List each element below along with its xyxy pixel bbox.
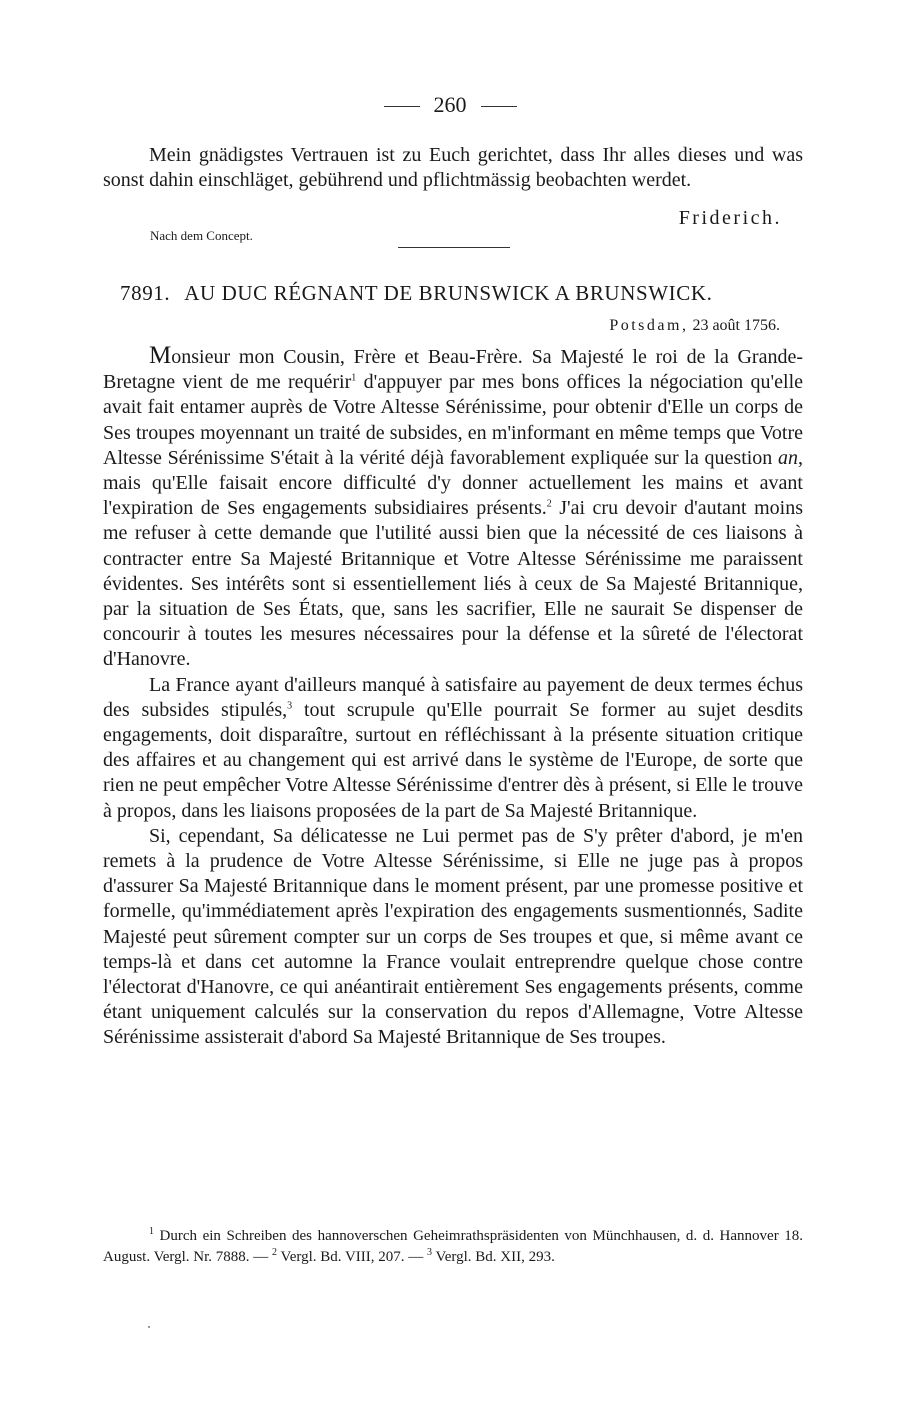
footnote-ref-2: 2: [546, 498, 552, 510]
paragraph-1-text-b: d'appuyer par mes bons offices la négociation qu'elle avait fait entamer auprès de Votre Altesse Sérénissime, pour obtenir d'Elle un corps de Ses troupes moyennant un traité de subsides, en m'informant en même temps que Votre Altesse Sérénissime S'était à la vérité déjà favorablement expliquée sur la question: [103, 371, 803, 469]
footnote-ref-1: 1: [351, 372, 357, 384]
footnote-number-2: 2: [272, 1247, 278, 1258]
latin-term: an: [778, 446, 798, 469]
page-number: 260: [433, 92, 467, 117]
paragraph-2-text-a: La France ayant d'ailleurs manqué à satisfaire au payement de deux termes échus des subsides stipulés,: [103, 673, 803, 721]
section-divider: [398, 247, 510, 248]
header-dash-right: [481, 106, 517, 107]
letter-paragraph-3: Si, cependant, Sa délicatesse ne Lui permet pas de S'y prêter d'abord, je m'en remets à la prudence de Votre Altesse Sérénissime, si Elle ne juge pas à propos d'assurer Sa Majesté Britannique dans le moment présent, par une promesse positive et formelle, qu'immédiatement après l'expiration des engagements susmentionnés, Sadite Majesté peut sûrement compter sur un corps de Ses troupes et que, si même avant ce temps-là et dans cet automne la France voulait entreprendre quelque chose contre l'électorat d'Hanovre, ce qui anéantirait entièrement Ses engagements présents, comme étant uniquement calculés sur la conservation du repos d'Allemagne, Votre Altesse Sérénissime assisterait d'abord Sa Majesté Britannique de Ses troupes.: [103, 824, 803, 1049]
carryover-paragraph-block: [103, 143, 803, 193]
dateline-place: Potsdam,: [609, 317, 689, 334]
source-note: Nach dem Concept.: [150, 228, 253, 243]
letter-number: 7891.: [120, 281, 171, 305]
paragraph-2-text-b: tout scrupule qu'Elle pourrait Se former au sujet desdits engagements, doit disparaître, surtout en réfléchissant à la présente situation critique des affaires et au changement qui est arrivé dans le système de l'Europe, de sorte que rien ne peut empêcher Votre Altesse Sérénissime d'entrer dès à présent, si Elle le trouve à propos, dans les liaisons proposées de la part de Sa Majesté Britannique.: [103, 698, 804, 822]
letter-addressee: AU DUC RÉGNANT DE BRUNSWICK A BRUNSWICK.: [184, 281, 713, 305]
footnote-number-3: 3: [427, 1247, 433, 1258]
dateline: [609, 317, 780, 335]
page-header: [0, 92, 900, 118]
footnotes: [103, 1226, 803, 1268]
header-dash-left: [384, 106, 420, 107]
paragraph-1-text-c: , mais qu'Elle faisait encore difficulté d'y donner actuellement les mains et avant l'expiration de Ses engagements subsidiaires présents.: [103, 446, 803, 520]
footnote-number-1: 1: [149, 1226, 154, 1237]
page-speck: [148, 1326, 150, 1328]
carryover-paragraph: Mein gnädigstes Vertrauen ist zu Euch gerichtet, dass Ihr alles dieses und was sonst dahin einschläget, gebührend und pflichtmässig beobachten werdet.: [103, 144, 803, 192]
letter-body: [103, 343, 803, 1051]
footnote-1-text: Durch ein Schreiben des hannoverschen Geheimrathspräsidenten von Münchhausen, d. d. Hannover 18. August. Vergl. Nr. 7888. —: [103, 1228, 803, 1265]
letter-paragraph-1: [103, 343, 803, 673]
footnote-3-text: Vergl. Bd. XII, 293.: [432, 1249, 555, 1265]
letter-paragraph-2: [103, 673, 803, 824]
footnote-1-mark: [103, 1228, 154, 1244]
dateline-date: 23 août 1756.: [692, 317, 780, 334]
footnote-2-text: Vergl. Bd. VIII, 207. —: [277, 1249, 428, 1265]
letter-heading: [120, 281, 712, 306]
initial-letter: M: [149, 342, 172, 369]
paragraph-1-text-a: onsieur mon Cousin, Frère et Beau-Frère. Sa Majesté le roi de la Grande-Bretagne vient de me requérir: [103, 346, 803, 394]
paragraph-1-text-d: J'ai cru devoir d'autant moins me refuser à cette demande que l'utilité aussi bien que la nécessité de ces liaisons à contracter entre Sa Majesté Britannique et Votre Altesse Sérénissime me paraissent évidentes. Ses intérêts sont si essentiellement liés à ceux de Sa Majesté Britannique, par la situation de Ses États, que, sans les sacrifier, Elle ne saurait Se dispenser de concourir à toutes les mesures nécessaires pour la défense et la sûreté de l'électorat d'Hanovre.: [103, 497, 803, 671]
footnote-ref-3: 3: [287, 700, 293, 712]
signature: Friderich.: [678, 207, 782, 229]
